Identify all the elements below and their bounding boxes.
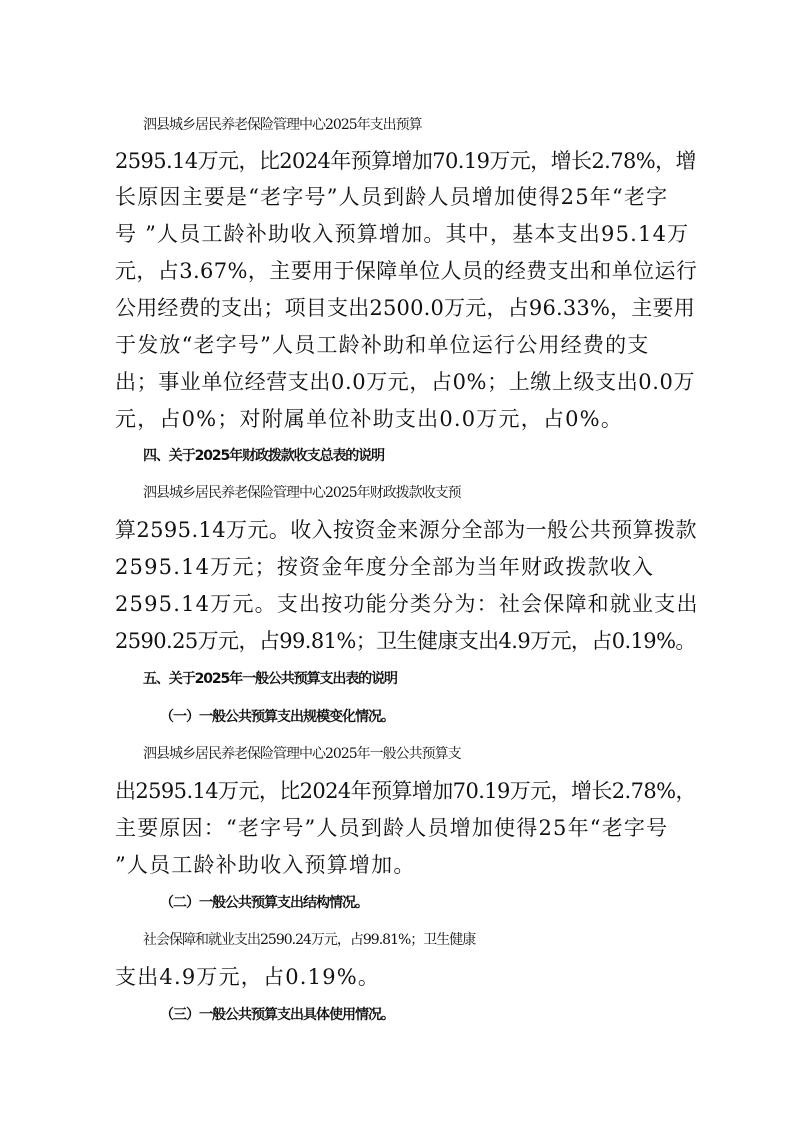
paragraph-line: 公用经费的支出；项目支出2500.0万元，占96.33%，主要用 — [115, 296, 695, 320]
paragraph-line: 2590.25万元，占99.81%；卫生健康支出4.9万元，占0.19%。 — [115, 629, 696, 653]
paragraph-line: 2595.14万元。支出按功能分类分为：社会保障和就业支出 — [115, 592, 699, 616]
paragraph-line: 支出4.9万元，占0.19%。 — [115, 965, 381, 989]
paragraph-line: 社会保障和就业支出2590.24万元，占99.81%；卫生健康 — [143, 932, 476, 948]
paragraph-line: 长原因主要是“老字号”人员到龄人员增加使得25年“老字 — [115, 185, 669, 209]
subsection-heading-1: （一）一般公共预算支出规模变化情况。 — [160, 709, 394, 725]
paragraph-line: 泗县城乡居民养老保险管理中心2025年支出预算 — [143, 117, 422, 133]
paragraph-line: 于发放“老字号”人员工龄补助和单位运行公用经费的支 — [115, 333, 650, 357]
paragraph-line: 泗县城乡居民养老保险管理中心2025年财政拨款收支预 — [143, 485, 461, 501]
paragraph-line: 主要原因：“老字号”人员到龄人员增加使得25年“老字号 — [115, 816, 669, 840]
section-heading-4: 四、关于2025年财政拨款收支总表的说明 — [143, 448, 384, 464]
paragraph-line: 出2595.14万元，比2024年预算增加70.19万元，增长2.78%， — [115, 779, 696, 803]
paragraph-line: ”人员工龄补助收入预算增加。 — [115, 853, 416, 877]
paragraph-line: 2595.14万元，比2024年预算增加70.19万元，增长2.78%，增 — [115, 149, 696, 173]
subsection-heading-3: （三）一般公共预算支出具体使用情况。 — [160, 1007, 394, 1023]
paragraph-line: 泗县城乡居民养老保险管理中心2025年一般公共预算支 — [143, 746, 461, 762]
paragraph-line: 元，占3.67%，主要用于保障单位人员的经费支出和单位运行 — [115, 259, 698, 283]
subsection-heading-2: （二）一般公共预算支出结构情况。 — [160, 895, 368, 911]
paragraph-line: 2595.14万元；按资金年度分全部为当年财政拨款收入 — [115, 555, 655, 579]
section-heading-5: 五、关于2025年一般公共预算支出表的说明 — [143, 671, 397, 687]
paragraph-line: 出；事业单位经营支出0.0万元，占0%；上缴上级支出0.0万 — [115, 370, 696, 394]
paragraph-line: 算2595.14万元。收入按资金来源分全部为一般公共预算拨款 — [115, 518, 697, 542]
paragraph-line: 号 ”人员工龄补助收入预算增加。其中，基本支出95.14万 — [115, 222, 690, 246]
paragraph-line: 元，占0%；对附属单位补助支出0.0万元，占0%。 — [115, 407, 624, 431]
